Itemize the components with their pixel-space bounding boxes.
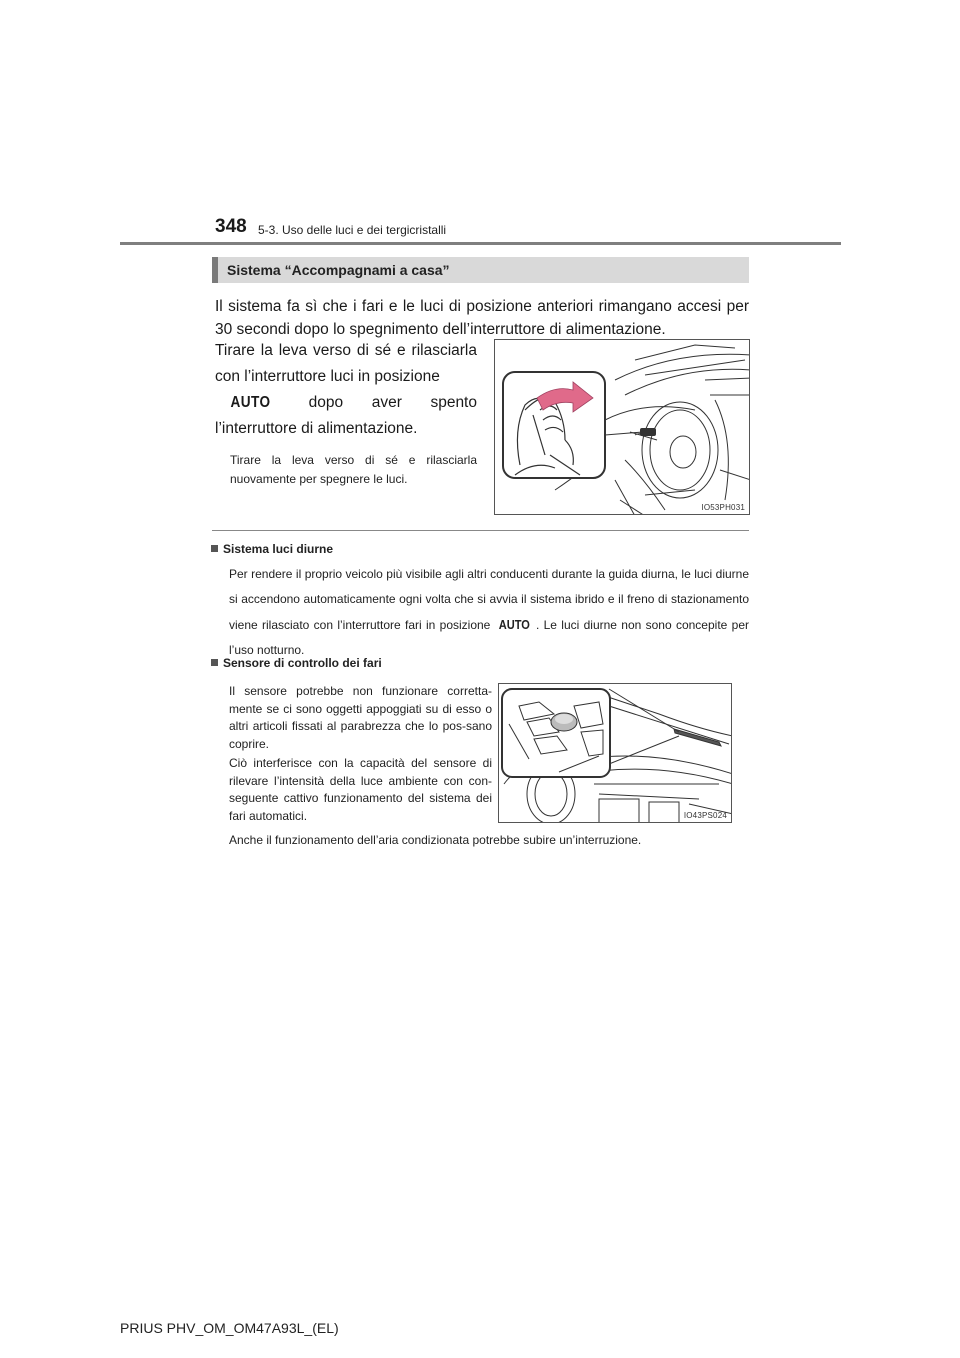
section-title: Sistema “Accompagnami a casa” bbox=[227, 262, 450, 278]
breadcrumb: 5-3. Uso delle luci e dei tergicristalli bbox=[258, 223, 447, 237]
drl-paragraph bbox=[229, 562, 749, 663]
auto-symbol: AUTO bbox=[230, 394, 271, 411]
figure-code: IO53PH031 bbox=[701, 503, 745, 512]
sensor-illustration bbox=[499, 684, 732, 823]
sensor-title-text: Sensore di controllo dei fari bbox=[223, 656, 382, 670]
step-note: Tirare la leva verso di sé e rilasciarla nuovamente per spegnere le luci. bbox=[230, 453, 477, 486]
drl-text-part2: . Le luci diurne non sono concepite per l’uso notturno. bbox=[229, 618, 749, 657]
figure-headlight-lever bbox=[494, 339, 750, 515]
header-rule bbox=[120, 242, 841, 245]
auto-symbol-small: AUTO bbox=[499, 617, 531, 632]
lever-illustration bbox=[495, 340, 750, 515]
document-code: PRIUS PHV_OM_OM47A93L_(EL) bbox=[120, 1320, 339, 1336]
step-text-part1: Tirare la leva verso di sé e rilasciarla con l’interruttore luci in posizione bbox=[215, 342, 477, 385]
drl-title-text: Sistema luci diurne bbox=[223, 542, 334, 556]
sensor-paragraph-3: Anche il funzionamento dell’aria condizionata potrebbe subire un’interruzione. bbox=[229, 833, 642, 847]
section-intro: Il sistema fa sì che i fari e le luci di posizione anteriori rimangano accesi per 30 secondi dopo lo spegnimento dell’interruttore di alimentazione. bbox=[215, 298, 749, 338]
separator-rule bbox=[212, 530, 749, 531]
sensor-paragraph-1: Il sensore potrebbe non funzionare corretta-mente se ci sono oggetti appoggiati su di esso o altri articoli fissati al parabrezza che lo pos-sano coprire. bbox=[229, 684, 492, 751]
figure-light-sensor bbox=[498, 683, 732, 823]
square-bullet-icon bbox=[211, 545, 218, 552]
instruction-step bbox=[215, 338, 477, 442]
page-number: 348 bbox=[215, 216, 247, 237]
drl-text-part1: Per rendere il proprio veicolo più visibile agli altri conducenti durante la guida diurna, le luci diurne si accendono automaticamente ogni volta che si avvia il sistema ibrido e il freno di stazionamento viene rilasciato con l’interruttore fari in posizione bbox=[229, 567, 749, 632]
square-bullet-icon bbox=[211, 659, 218, 666]
section-heading bbox=[212, 257, 749, 283]
step-text-part2: dopo aver spento l’interruttore di alimentazione. bbox=[215, 394, 477, 437]
subsection-title-sensor bbox=[211, 656, 382, 670]
subsection-title-drl bbox=[211, 542, 333, 556]
figure-code: IO43PS024 bbox=[683, 811, 727, 820]
sensor-paragraph-2: Ciò interferisce con la capacità del sensore di rilevare l’intensità della luce ambiente con con-seguente cattivo funzionamento del sistema dei fari automatici. bbox=[229, 756, 492, 823]
